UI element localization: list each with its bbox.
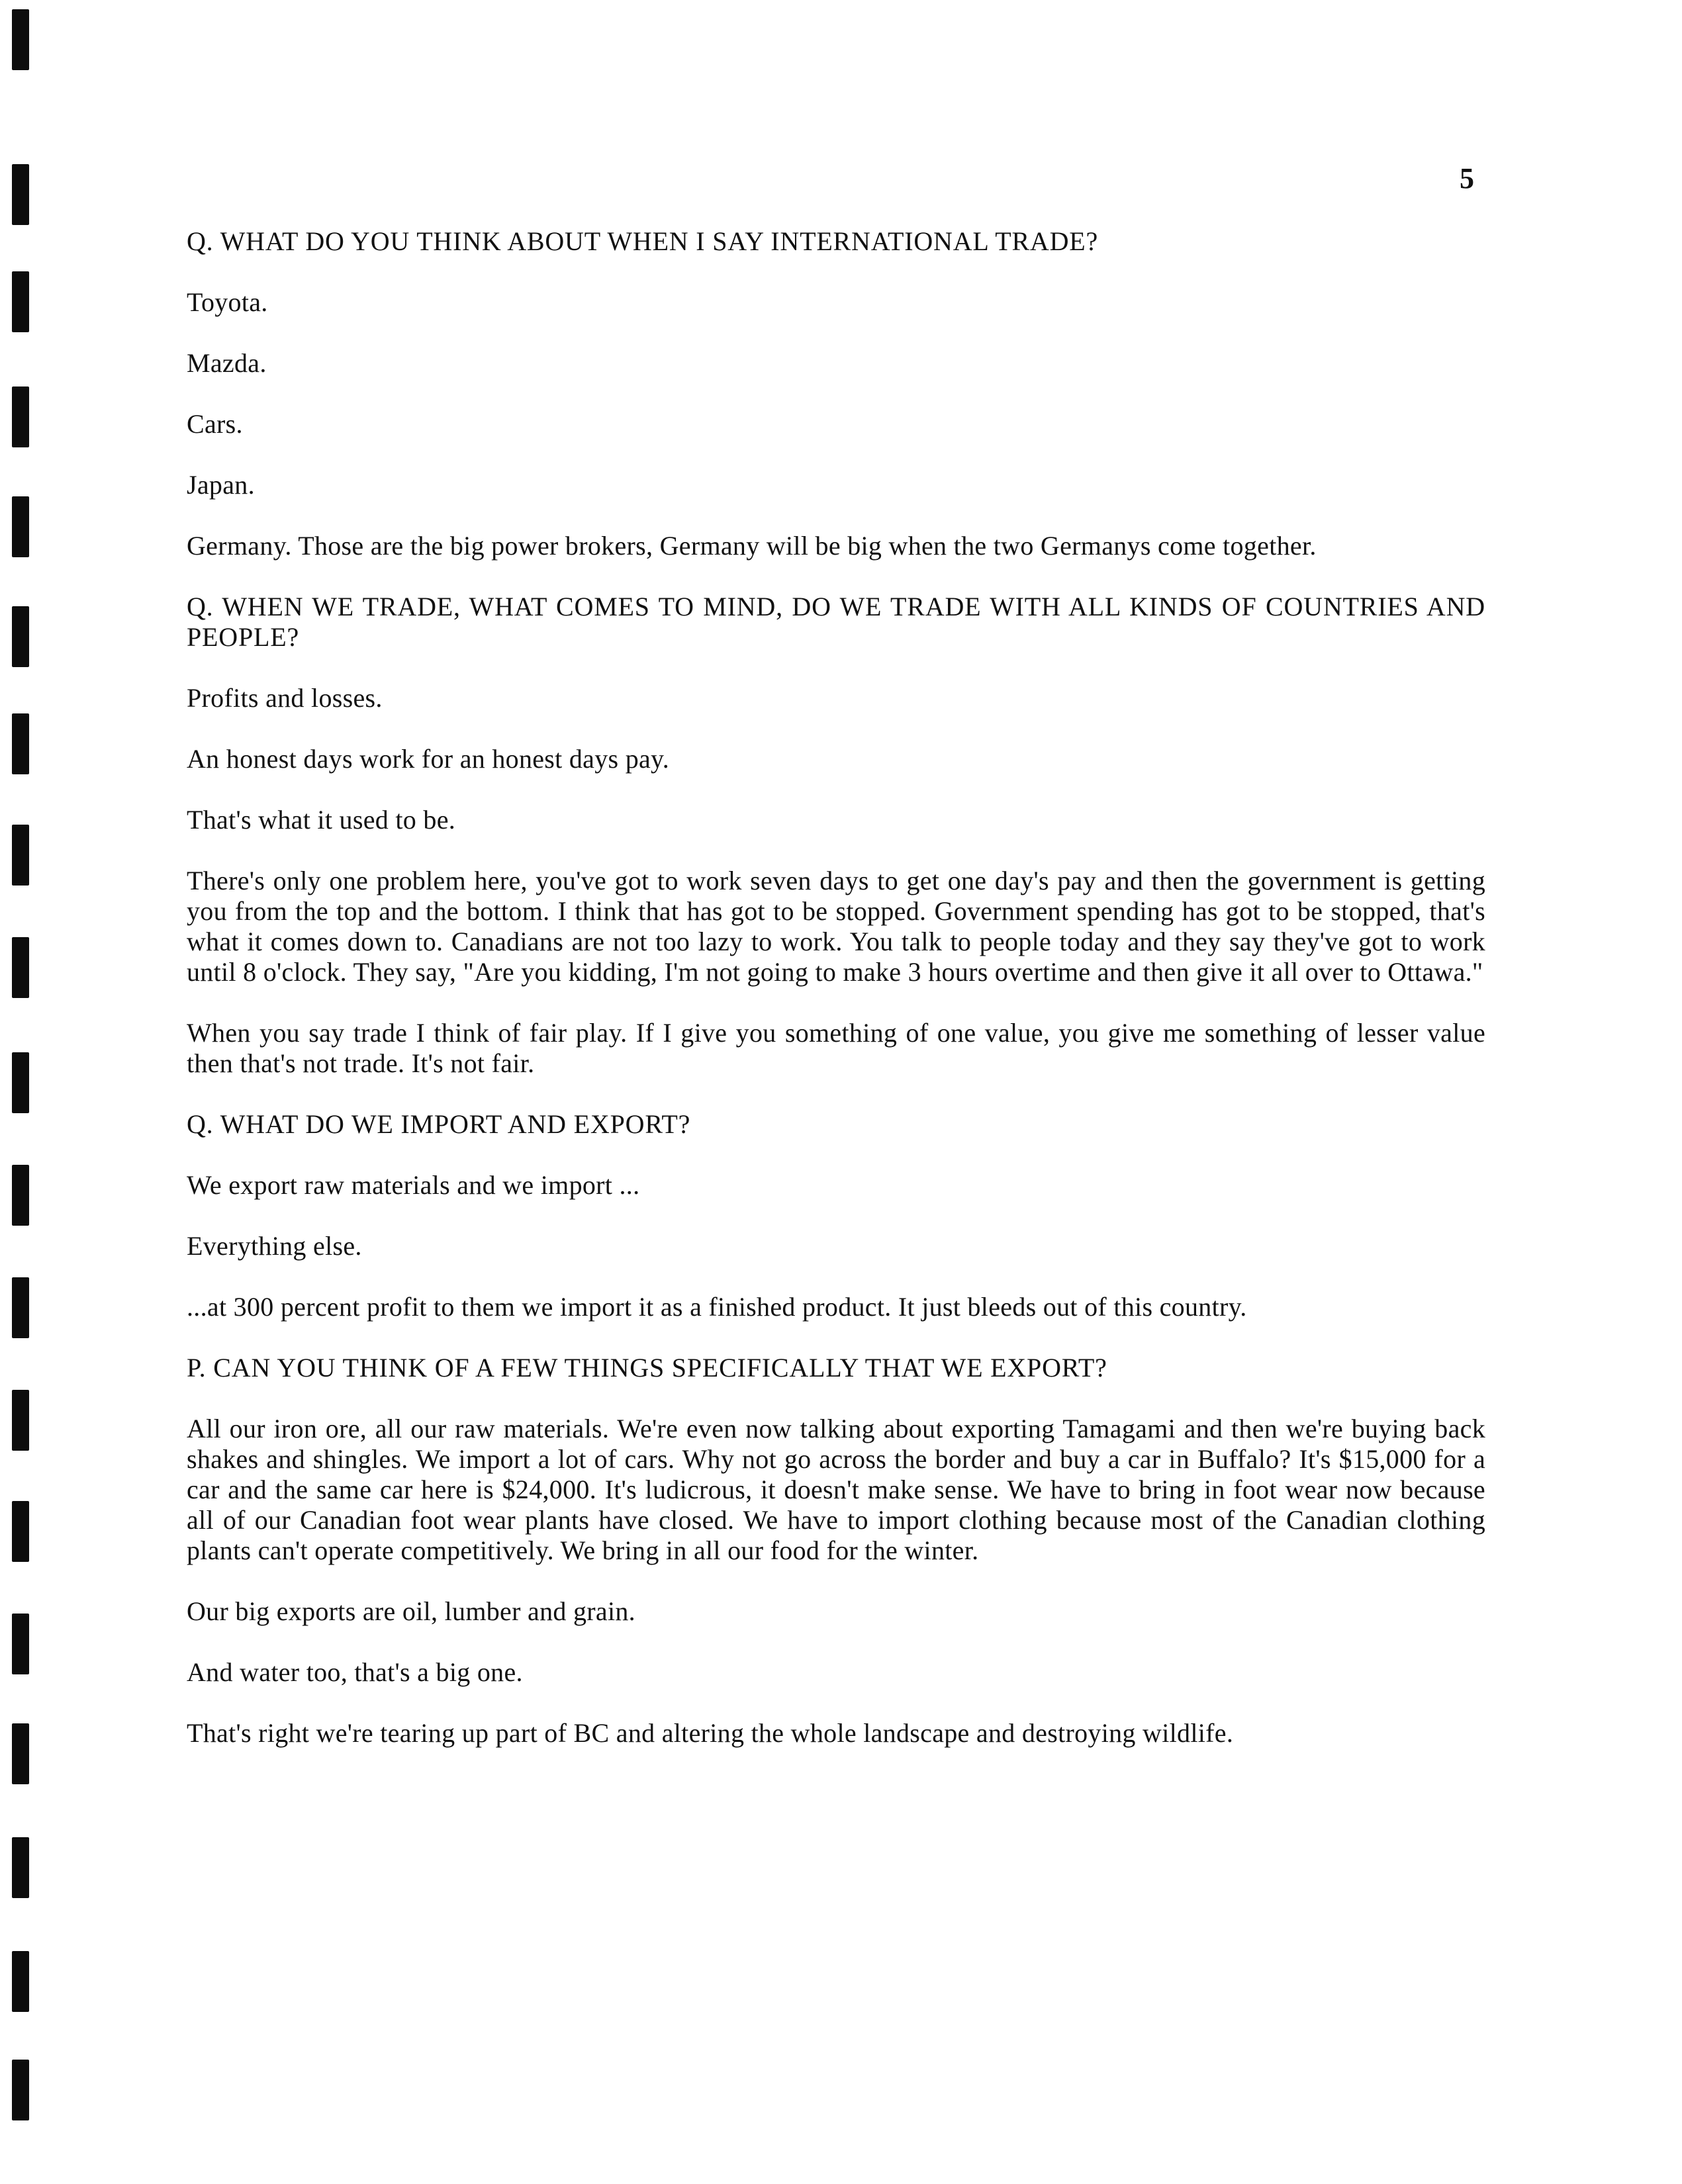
answer-paragraph: When you say trade I think of fair play. If I give you something of one value, you give me something of lesser value then that's not trade. It's not fair. bbox=[187, 1018, 1485, 1078]
answer-paragraph: Germany. Those are the big power brokers, Germany will be big when the two Germanys come together. bbox=[187, 531, 1317, 561]
answer-paragraph: Mazda. bbox=[187, 348, 267, 378]
binding-hole bbox=[12, 606, 29, 667]
binding-hole bbox=[12, 496, 29, 557]
binding-hole bbox=[12, 1052, 29, 1113]
binding-holes bbox=[12, 0, 32, 2184]
binding-hole bbox=[12, 1501, 29, 1562]
binding-hole bbox=[12, 164, 29, 225]
answer-paragraph: Toyota. bbox=[187, 287, 268, 317]
question-paragraph: P. CAN YOU THINK OF A FEW THINGS SPECIFICALLY THAT WE EXPORT? bbox=[187, 1353, 1107, 1383]
question-paragraph: Q. WHAT DO YOU THINK ABOUT WHEN I SAY INTERNATIONAL TRADE? bbox=[187, 226, 1099, 256]
binding-hole bbox=[12, 1723, 29, 1784]
binding-hole bbox=[12, 825, 29, 886]
page-number: 5 bbox=[1460, 162, 1474, 195]
answer-paragraph: ...at 300 percent profit to them we import it as a finished product. It just bleeds out of this country. bbox=[187, 1292, 1247, 1322]
answer-paragraph: An honest days work for an honest days pay. bbox=[187, 744, 670, 774]
answer-paragraph: Everything else. bbox=[187, 1231, 362, 1261]
binding-hole bbox=[12, 1837, 29, 1898]
answer-paragraph: We export raw materials and we import ... bbox=[187, 1170, 640, 1200]
binding-hole bbox=[12, 1614, 29, 1674]
answer-paragraph: That's right we're tearing up part of BC and altering the whole landscape and destroying wildlife. bbox=[187, 1718, 1234, 1748]
binding-hole bbox=[12, 2060, 29, 2120]
answer-paragraph: All our iron ore, all our raw materials. We're even now talking about exporting Tamagami and then we're buying back shakes and shingles. We import a lot of cars. Why not go across the border and buy a car in Buffalo? It's $15,000 for a car and the same car here is $24,000. It's ludicrous, it doesn't make sense. We have to bring in foot wear now because all of our Canadian foot wear plants have closed. We have to import clothing because most of the Canadian clothing plants can't operate competitively. We bring in all our food for the winter. bbox=[187, 1414, 1485, 1565]
question-paragraph: Q. WHEN WE TRADE, WHAT COMES TO MIND, DO WE TRADE WITH ALL KINDS OF COUNTRIES AND PEOPLE? bbox=[187, 592, 1485, 652]
answer-paragraph: There's only one problem here, you've got to work seven days to get one day's pay and then the government is getting you from the top and the bottom. I think that has got to be stopped. Government spending has got to be stopped, that's what it comes down to. Canadians are not too lazy to work. You talk to people today and they say they've got to work until 8 o'clock. They say, "Are you kidding, I'm not going to make 3 hours overtime and then give it all over to Ottawa." bbox=[187, 866, 1485, 987]
transcript-body bbox=[187, 226, 1485, 1779]
answer-paragraph: Cars. bbox=[187, 409, 243, 439]
binding-hole bbox=[12, 387, 29, 447]
binding-hole bbox=[12, 937, 29, 998]
binding-hole bbox=[12, 271, 29, 332]
binding-hole bbox=[12, 9, 29, 70]
answer-paragraph: And water too, that's a big one. bbox=[187, 1657, 523, 1687]
binding-hole bbox=[12, 1951, 29, 2012]
binding-hole bbox=[12, 713, 29, 774]
answer-paragraph: That's what it used to be. bbox=[187, 805, 456, 835]
binding-hole bbox=[12, 1390, 29, 1451]
question-paragraph: Q. WHAT DO WE IMPORT AND EXPORT? bbox=[187, 1109, 691, 1139]
answer-paragraph: Our big exports are oil, lumber and grain. bbox=[187, 1596, 635, 1626]
binding-hole bbox=[12, 1165, 29, 1226]
answer-paragraph: Profits and losses. bbox=[187, 683, 383, 713]
binding-hole bbox=[12, 1277, 29, 1338]
answer-paragraph: Japan. bbox=[187, 470, 255, 500]
